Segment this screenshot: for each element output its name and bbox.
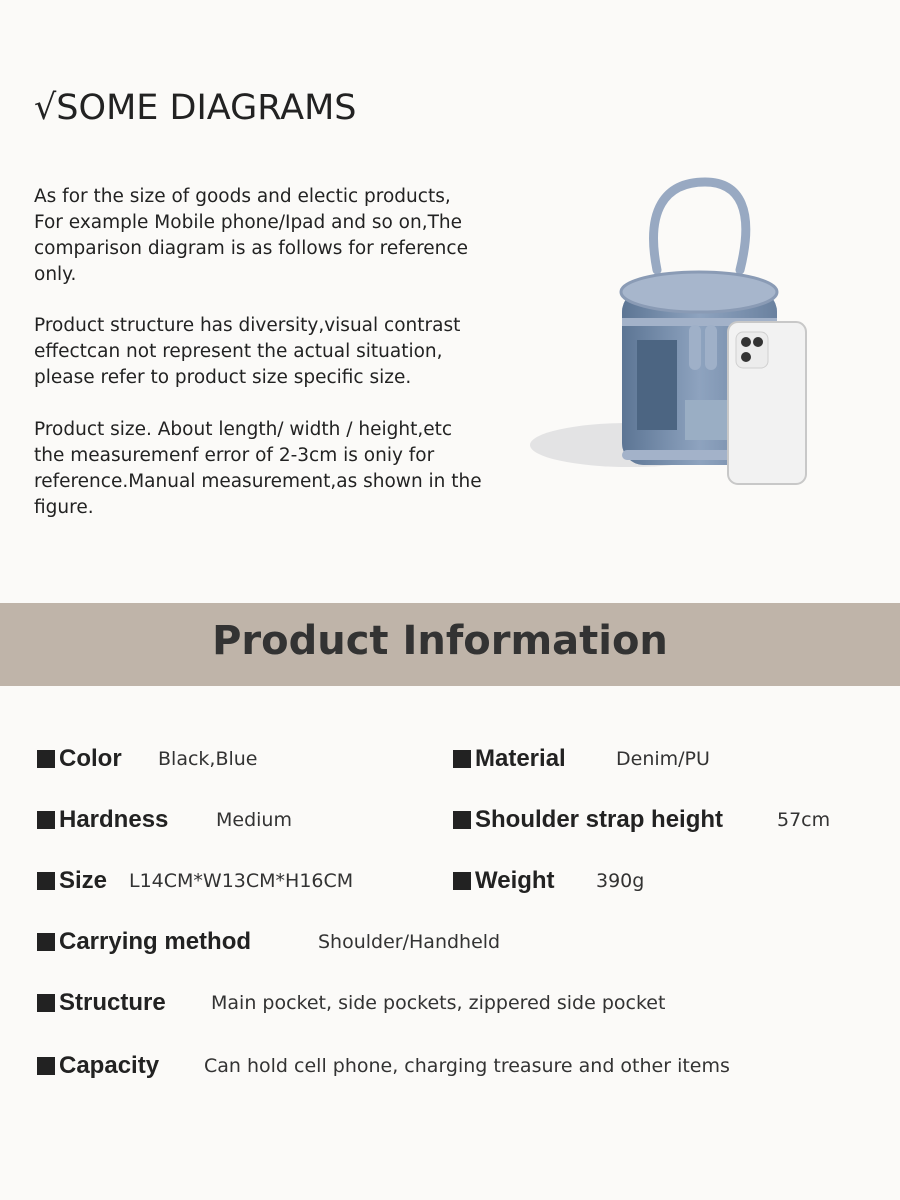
product-info-heading: Product Information bbox=[212, 618, 668, 664]
spec-weight bbox=[453, 866, 873, 896]
square-bullet-icon bbox=[37, 1057, 55, 1075]
square-bullet-icon bbox=[453, 750, 471, 768]
spec-hardness bbox=[37, 805, 437, 835]
bag-with-phone-image bbox=[525, 170, 825, 500]
square-bullet-icon bbox=[37, 811, 55, 829]
paragraph-measurement-note: Product size. About length/ width / height,etc the measuremenf error of 2-3cm is oniy for reference.Manual measurement,as shown in the figure. bbox=[34, 419, 482, 518]
spec-value: Shoulder/Handheld bbox=[318, 931, 501, 953]
spec-label: Capacity bbox=[59, 1052, 160, 1079]
spec-value: Main pocket, side pockets, zippered side pocket bbox=[211, 992, 666, 1014]
spec-shoulder-strap bbox=[453, 805, 883, 835]
spec-label: Carrying method bbox=[59, 928, 252, 955]
spec-value: Denim/PU bbox=[616, 748, 710, 770]
square-bullet-icon bbox=[37, 872, 55, 890]
paragraph-size-comparison: As for the size of goods and electic products, For example Mobile phone/Ipad and so on,The comparison diagram is as follows for reference only. bbox=[34, 186, 468, 285]
spec-carrying-method bbox=[37, 927, 837, 957]
spec-color bbox=[37, 744, 437, 774]
spec-capacity bbox=[37, 1051, 887, 1081]
spec-size bbox=[37, 866, 437, 896]
spec-label: Shoulder strap height bbox=[475, 806, 724, 833]
spec-label: Hardness bbox=[59, 806, 169, 833]
spec-value: Medium bbox=[216, 809, 292, 831]
spec-value: 57cm bbox=[777, 809, 831, 831]
square-bullet-icon bbox=[37, 994, 55, 1012]
spec-label: Size bbox=[59, 867, 108, 894]
square-bullet-icon bbox=[37, 750, 55, 768]
spec-value: Black,Blue bbox=[158, 748, 258, 770]
square-bullet-icon bbox=[453, 872, 471, 890]
spec-material bbox=[453, 744, 873, 774]
spec-label: Weight bbox=[475, 867, 555, 894]
spec-value: 390g bbox=[596, 870, 645, 892]
spec-value: Can hold cell phone, charging treasure and other items bbox=[204, 1055, 730, 1077]
square-bullet-icon bbox=[37, 933, 55, 951]
spec-label: Structure bbox=[59, 989, 166, 1016]
spec-structure bbox=[37, 988, 877, 1018]
spec-label: Material bbox=[475, 745, 566, 772]
spec-label: Color bbox=[59, 745, 122, 772]
square-bullet-icon bbox=[453, 811, 471, 829]
diagrams-heading: √SOME DIAGRAMS bbox=[34, 88, 357, 128]
paragraph-structure-note: Product structure has diversity,visual contrast effectcan not represent the actual situation, please refer to product size specific size. bbox=[34, 315, 461, 388]
spec-value: L14CM*W13CM*H16CM bbox=[129, 870, 354, 892]
